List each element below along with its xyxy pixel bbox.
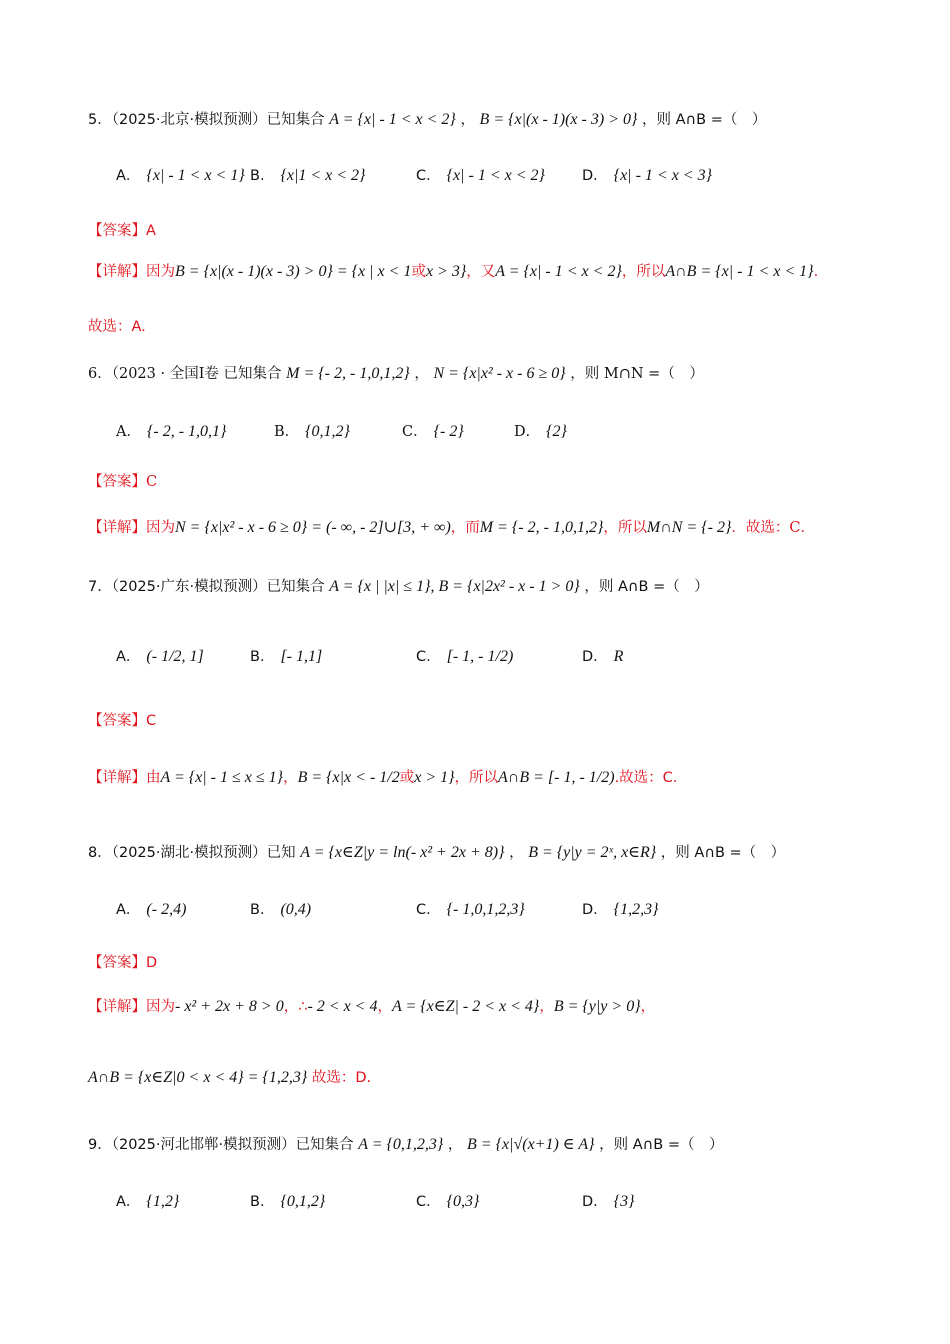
q7-stem-line [88, 577, 709, 597]
q5-conclusion: 故选：A. [88, 319, 146, 335]
q9-ask: ，则 A∩B =（ ） [599, 1137, 724, 1153]
q5-ask: ，则 A∩B =（ ） [642, 112, 767, 128]
q5-set-a: A = {x| - 1 < x < 2} [329, 111, 456, 128]
q5-option-c[interactable]: C． {x| - 1 < x < 2} [416, 167, 545, 184]
q6-option-b[interactable]: B． {0,1,2} [274, 423, 350, 440]
q6-detail: 【详解】因为N = {x|x² - x - 6 ≥ 0} = (- ∞, - 2]∪[3, + ∞)，而M = {- 2, - 1,0,1,2}，所以M∩N = {- 2}．故选：C． [88, 519, 815, 536]
q9-option-c[interactable]: C． {0,3} [416, 1193, 480, 1210]
q8-set-a: A = {x∈Z|y = ln(- x² + 2x + 8)} [300, 844, 505, 861]
q6-set-m: M = {- 2, - 1,0,1,2} [286, 365, 410, 382]
q7-sets: A = {x | |x| ≤ 1}, B = {x|2x² - x - 1 > 0} [329, 578, 580, 595]
q8-option-a[interactable]: A． (- 2,4) [116, 901, 187, 918]
q9-stem: 9．（2025·河北邯郸·模拟预测）已知集合 [88, 1137, 354, 1153]
q8-detail-line1: 【详解】因为- x² + 2x + 8 > 0，∴- 2 < x < 4，A = {x∈Z| - 2 < x < 4}，B = {y|y > 0}， [88, 998, 656, 1015]
q8-stem: 8．（2025·湖北·模拟预测）已知 [88, 845, 296, 861]
q5-stem: 5．（2025·北京·模拟预测）已知集合 [88, 112, 325, 128]
q6-option-d[interactable]: D． {2} [514, 423, 567, 440]
q8-detail-line2: A∩B = {x∈Z|0 < x < 4} = {1,2,3} 故选：D. [88, 1069, 372, 1086]
q8-option-d[interactable]: D． {1,2,3} [582, 901, 659, 918]
q8-ask: ，则 A∩B =（ ） [660, 845, 786, 861]
q6-ask: ，则 M∩N =（ ） [570, 366, 704, 382]
q8-set-b: B = {y|y = 2ˣ, x∈R} [528, 844, 657, 861]
q6-option-a[interactable]: A． {- 2, - 1,0,1} [116, 423, 227, 440]
q5-option-a[interactable]: A． {x| - 1 < x < 1} [116, 167, 245, 184]
q6-stem-line: 6．（2023 · 全国Ⅰ卷 已知集合 M = {- 2, - 1,0,1,2} ， N = {x|x² - x - 6 ≥ 0} ，则 M∩N =（ ） [88, 365, 704, 382]
q6-answer: 【答案】C [88, 474, 158, 490]
q5-set-b: B = {x|(x - 1)(x - 3) > 0} [479, 111, 638, 128]
q7-ask: ，则 A∩B =（ ） [584, 579, 709, 595]
q5-answer: 【答案】A [88, 223, 156, 239]
q7-option-c[interactable]: C． [- 1, - 1/2) [416, 648, 514, 665]
q5-stem-line: 5．（2025·北京·模拟预测）已知集合 A = {x| - 1 < x < 2} ， B = {x|(x - 1)(x - 3) > 0} ，则 A∩B =（ ） [88, 111, 767, 128]
q9-set-b: B = {x|√(x+1) ∈ A} [467, 1136, 595, 1153]
q9-option-b[interactable]: B． {0,1,2} [250, 1193, 326, 1210]
q7-detail: 【详解】由A = {x| - 1 ≤ x ≤ 1}，B = {x|x < - 1/2或x > 1}，所以A∩B = [- 1, - 1/2).故选：C. [88, 769, 678, 786]
q9-option-d[interactable]: D． {3} [582, 1193, 635, 1210]
q5-option-b[interactable]: B． {x|1 < x < 2} [250, 167, 366, 184]
q7-option-d[interactable]: D． R [582, 648, 624, 665]
q7-stem: 7．（2025·广东·模拟预测）已知集合 [88, 579, 325, 595]
q6-stem: 6．（2023 · 全国Ⅰ卷 已知集合 [88, 366, 282, 382]
q6-option-c[interactable]: C． {- 2} [402, 423, 464, 440]
q9-option-a[interactable]: A． {1,2} [116, 1193, 180, 1210]
q5-detail: 【详解】因为B = {x|(x - 1)(x - 3) > 0} = {x | x < 1或x > 3}，又A = {x| - 1 < x < 2}，所以A∩B = {x| - 1 < x < 1}. [88, 263, 819, 280]
q7-answer: 【答案】C [88, 713, 157, 729]
q9-set-a: A = {0,1,2,3} [358, 1136, 444, 1153]
q7-option-b[interactable]: B． [- 1,1] [250, 648, 323, 665]
q6-set-n: N = {x|x² - x - 6 ≥ 0} [433, 365, 566, 382]
q7-option-a[interactable]: A． (- 1/2, 1] [116, 648, 204, 665]
q8-stem-line: 8．（2025·湖北·模拟预测）已知 A = {x∈Z|y = ln(- x² + 2x + 8)} ， B = {y|y = 2ˣ, x∈R} ，则 A∩B =（ ） [88, 844, 786, 861]
q8-option-c[interactable]: C． {- 1,0,1,2,3} [416, 901, 525, 918]
q9-stem-line: 9．（2025·河北邯郸·模拟预测）已知集合 A = {0,1,2,3} ， B = {x|√(x+1) ∈ A} ，则 A∩B =（ ） [88, 1136, 724, 1153]
q8-answer: 【答案】D [88, 955, 158, 971]
q5-option-d[interactable]: D． {x| - 1 < x < 3} [582, 167, 712, 184]
q8-option-b[interactable]: B． (0,4) [250, 901, 312, 918]
